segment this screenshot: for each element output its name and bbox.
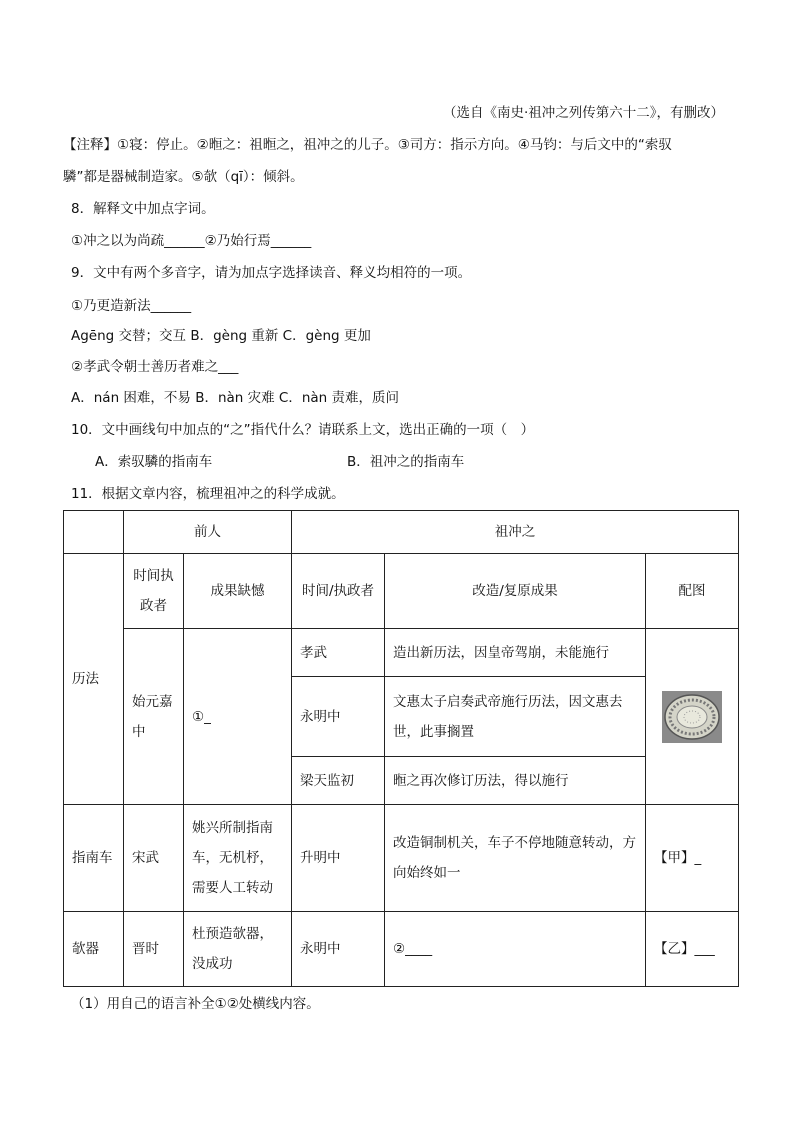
qiqi-time: 晋时	[124, 912, 184, 987]
compass-time: 宋武	[124, 805, 184, 912]
qiqi-defect	[184, 912, 292, 987]
col-time-ruler: 时间执政者	[124, 554, 184, 629]
q11-title: 11．根据文章内容，梳理祖冲之的科学成就。	[71, 486, 345, 502]
compass-defect	[184, 805, 292, 912]
compass-ruler: 升明中	[292, 805, 385, 912]
notes-line-1: 【注释】①寝：停止。②暅之：祖暅之，祖冲之的儿子。③司方：指示方向。④马钧：与后文中的“索驭	[63, 137, 672, 153]
col-result: 改造/复原成果	[385, 554, 646, 629]
calendar-ruler-2: 永明中	[292, 677, 385, 757]
col-figure: 配图	[646, 554, 739, 629]
q9-sub1-options: Agēng 交替；交互 B．gèng 重新 C．gèng 更加	[71, 328, 371, 344]
compass-defect-text: 姚兴所制指南车，无机杼，需要人工转动	[192, 820, 273, 896]
calendar-figure	[646, 629, 739, 805]
head-predecessor: 前人	[124, 511, 292, 554]
calendar-result-1: 造出新历法，因皇帝驾崩，未能施行	[385, 629, 646, 677]
q10-option-b: B．祖冲之的指南车	[347, 454, 465, 470]
col-defect: 成果缺憾	[184, 554, 292, 629]
compass-result-text: 改造铜制机关，车子不停地随意转动，方向始终如一	[393, 835, 636, 881]
q9-title: 9．文中有两个多音字，请为加点字选择读音、释义均相符的一项。	[71, 265, 472, 281]
q9-sub2-options: A．nán 困难，不易 B．nàn 灾难 C．nàn 责难，质问	[71, 390, 400, 406]
col-time-ruler-2: 时间/执政者	[292, 554, 385, 629]
qiqi-figure-blank: 【乙】___	[646, 912, 739, 987]
qiqi-ruler: 永明中	[292, 912, 385, 987]
calendar-result-2-text: 文惠太子启奏武帝施行历法，因文惠去世，此事搁置	[393, 693, 623, 740]
row-label-calendar: 历法	[64, 554, 124, 805]
source-citation: （选自《南史·祖冲之列传第六十二》，有删改）	[442, 105, 724, 121]
row-label-qiqi: 欹器	[64, 912, 124, 987]
q8-title: 8．解释文中加点字词。	[71, 201, 215, 217]
calendar-ruler-1: 孝武	[292, 629, 385, 677]
row-label-compass: 指南车	[64, 805, 124, 912]
q11-sub1: （1）用自己的语言补全①②处横线内容。	[71, 996, 320, 1012]
qiqi-result-blank: ②____	[385, 912, 646, 987]
astrolabe-disc-image	[662, 691, 722, 743]
q8-items: ①冲之以为尚疏______②乃始行焉______	[71, 233, 312, 249]
compass-result	[385, 805, 646, 912]
achievement-table	[63, 510, 739, 987]
table-corner-cell	[64, 511, 124, 554]
calendar-result-3: 暅之再次修订历法，得以施行	[385, 757, 646, 805]
qiqi-defect-text: 杜预造欹器，没成功	[192, 926, 273, 972]
head-zu-chongzhi: 祖冲之	[292, 511, 739, 554]
q9-sub1: ①乃更造新法______	[71, 298, 192, 314]
calendar-defect-blank: ①_	[184, 629, 292, 805]
calendar-time: 始元嘉中	[124, 629, 184, 805]
notes-line-2: 驎”都是器械制造家。⑤欹（qī）：倾斜。	[63, 169, 304, 185]
calendar-result-2	[385, 677, 646, 757]
compass-figure-blank: 【甲】_	[646, 805, 739, 912]
calendar-ruler-3: 梁天监初	[292, 757, 385, 805]
q9-sub2: ②孝武令朝士善历者难之___	[71, 359, 239, 375]
q10-title: 10．文中画线句中加点的“之”指代什么？请联系上文，选出正确的一项（ ）	[71, 422, 535, 438]
q10-option-a: A．索驭驎的指南车	[95, 454, 213, 470]
